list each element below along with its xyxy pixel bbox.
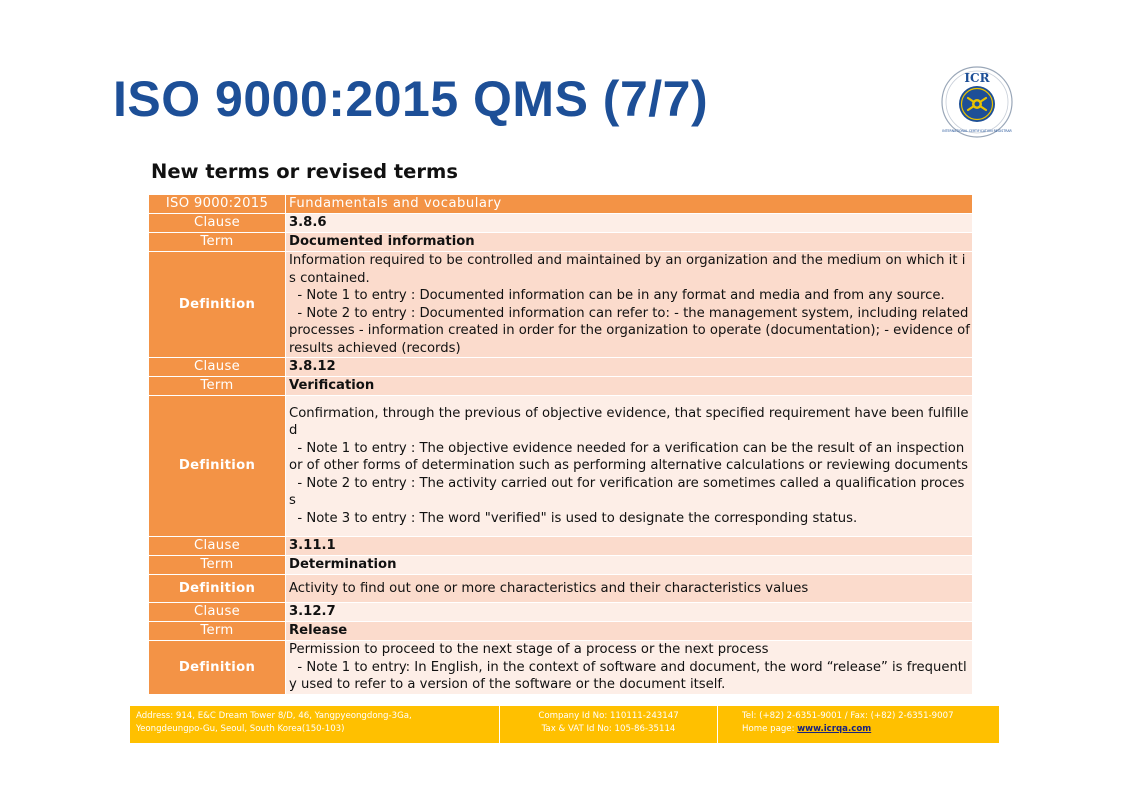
homepage-link[interactable]: www.icrqa.com	[797, 724, 872, 734]
clause-row	[149, 214, 973, 233]
definition-paragraph: Activity to find out one or more characteristics and their characteristics values	[289, 580, 809, 596]
term-label: Term	[149, 377, 286, 396]
term-label: Term	[149, 233, 286, 252]
table-header-row	[149, 195, 973, 214]
term-label: Term	[149, 556, 286, 575]
definition-note: - Note 1 to entry : The objective evidence needed for a verification can be the result of an inspection or of other forms of determination such as performing alternative calculations or reviewing documents	[289, 440, 968, 474]
term-value: Determination	[286, 556, 973, 575]
definition-note: - Note 1 to entry: In English, in the context of software and document, the word “release” is frequently used to refer to a version of the software or the document itself.	[289, 659, 967, 692]
clause-value: 3.8.6	[286, 214, 973, 233]
term-row	[149, 233, 973, 252]
company-id: Company Id No: 110111-243147	[538, 711, 679, 721]
logo-text: ICR	[964, 71, 990, 85]
definition-paragraph: Confirmation, through the previous of objective evidence, that specified requirement have been fulfilled	[289, 405, 969, 439]
clause-value: 3.12.7	[286, 603, 973, 622]
definition-label: Definition	[149, 396, 286, 537]
definition-text	[286, 641, 973, 695]
standard-title: Fundamentals and vocabulary	[286, 195, 973, 214]
definition-paragraph: Permission to proceed to the next stage of a process or the next process	[289, 642, 769, 657]
definition-note: - Note 1 to entry : Documented information can be in any format and media and from any source.	[289, 288, 945, 303]
clause-row	[149, 603, 973, 622]
footer-address	[130, 706, 500, 743]
term-label: Term	[149, 622, 286, 641]
tax-vat-id: Tax & VAT Id No: 105-86-35114	[541, 724, 676, 734]
definition-label: Definition	[149, 252, 286, 358]
logo-ring-text: INTERNATIONAL CERTIFICATION REGISTRAR	[942, 129, 1012, 133]
definition-row	[149, 641, 973, 695]
term-value: Release	[286, 622, 973, 641]
term-value: Verification	[286, 377, 973, 396]
homepage	[742, 723, 993, 736]
clause-label: Clause	[149, 358, 286, 377]
footer-ids	[500, 706, 718, 743]
clause-label: Clause	[149, 214, 286, 233]
icr-logo	[941, 66, 1013, 138]
definition-row	[149, 575, 973, 603]
address-line: Address: 914, E&C Dream Tower 8/D, 46, Yangpyeongdong-3Ga,	[136, 711, 412, 721]
definition-text	[286, 575, 973, 603]
term-row	[149, 556, 973, 575]
clause-row	[149, 358, 973, 377]
definition-text	[286, 396, 973, 537]
term-row	[149, 377, 973, 396]
slide-title: ISO 9000:2015 QMS (7/7)	[113, 71, 709, 127]
term-value: Documented information	[286, 233, 973, 252]
clause-label: Clause	[149, 537, 286, 556]
tel-fax: Tel: (+82) 2-6351-9001 / Fax: (+82) 2-6351-9007	[742, 711, 954, 721]
footer-bar	[130, 706, 999, 743]
definition-row	[149, 252, 973, 358]
section-heading: New terms or revised terms	[151, 160, 458, 183]
definition-label: Definition	[149, 575, 286, 603]
definition-note: - Note 2 to entry : Documented information can refer to: - the management system, including related processes - information created in order for the organization to operate (documentation); - evidence of results achieved (records)	[289, 305, 970, 356]
definition-paragraph: Information required to be controlled and maintained by an organization and the medium on which it is contained.	[289, 253, 966, 286]
clause-value: 3.8.12	[286, 358, 973, 377]
definition-text	[286, 252, 973, 358]
term-row	[149, 622, 973, 641]
definition-row	[149, 396, 973, 537]
definition-note: - Note 2 to entry : The activity carried out for verification are sometimes called a qualification process	[289, 475, 965, 509]
definition-note: - Note 3 to entry : The word "verified" is used to designate the corresponding status.	[289, 510, 858, 526]
homepage-label: Home page:	[742, 724, 798, 734]
clause-label: Clause	[149, 603, 286, 622]
standard-label: ISO 9000:2015	[149, 195, 286, 214]
clause-value: 3.11.1	[286, 537, 973, 556]
address-line: Yeongdeungpo-Gu, Seoul, South Korea(150-103)	[136, 724, 345, 734]
clause-row	[149, 537, 973, 556]
definition-label: Definition	[149, 641, 286, 695]
footer-contact	[718, 706, 999, 743]
terms-table	[148, 194, 973, 695]
